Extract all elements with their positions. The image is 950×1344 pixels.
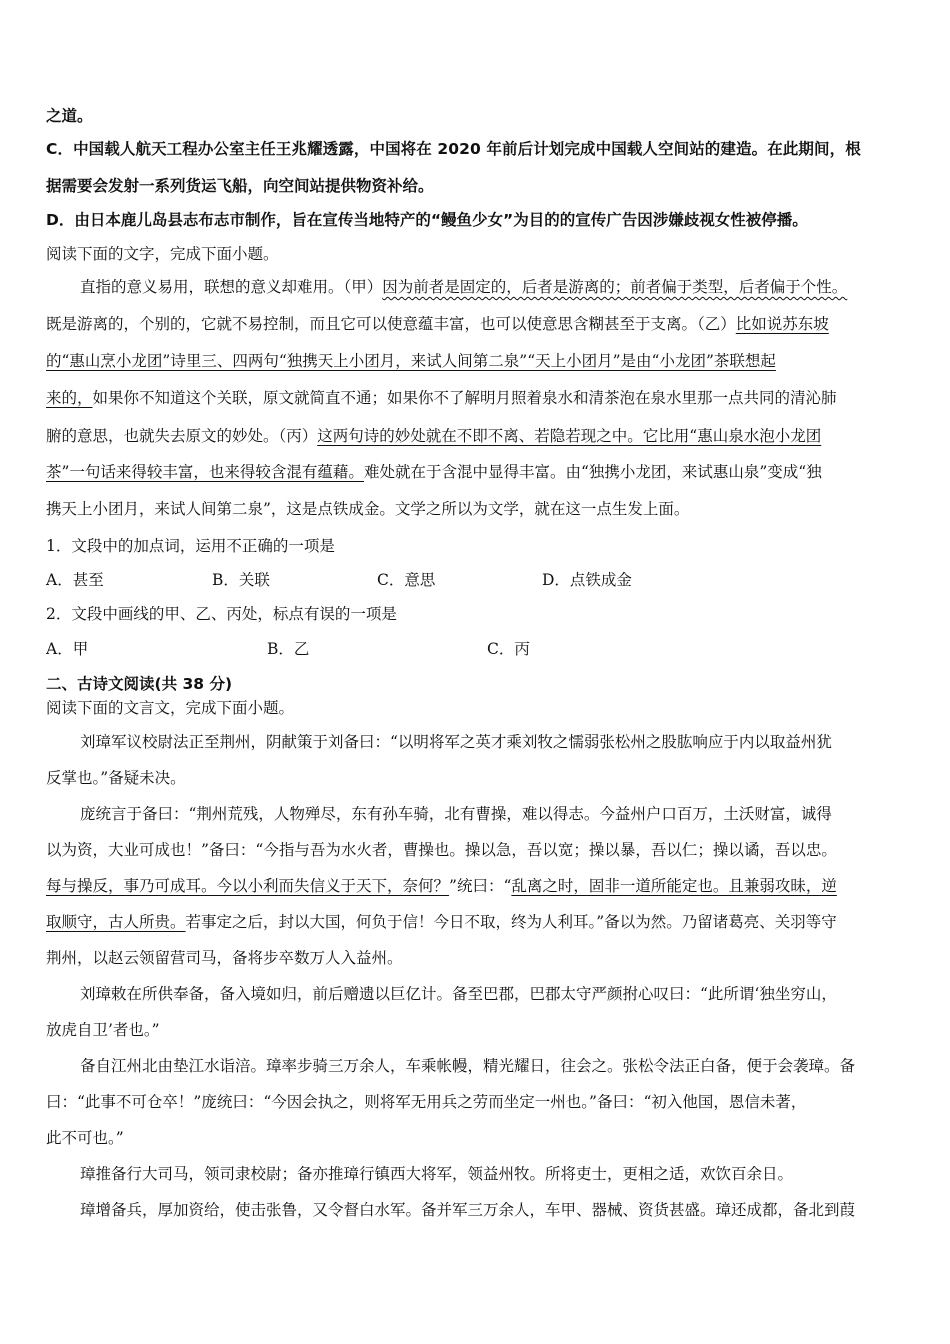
classical-line: 每与操反，事乃可成耳。今以小利而失信义于天下，奈何？”统曰：“乱离之时，固非一道所能定也。且兼弱攻昧，逆 [46,877,837,895]
q1-option-d[interactable]: D．点铁成金 [542,571,632,589]
text-line: 之道。 [46,107,93,125]
q1-option-b[interactable]: B．关联 [212,571,270,589]
classical-line: 璋推备行大司马，领司隶校尉；备亦推璋行镇西大将军，领益州牧。所将吏士，更相之适，欢饮百余日。 [80,1165,794,1183]
passage-line: 来的，如果你不知道这个关联，原文就简直不通；如果你不了解明月照着泉水和清茶泡在泉水里那一点共同的清沁肺 [46,389,837,407]
classical-line: 曰：“此事不可仓卒！”庞统曰：“今因会执之，则将军无用兵之劳而坐定一州也。”备曰：“初入他国，恩信未著， [46,1093,807,1111]
underlined-segment-yi: 比如说苏东坡 [735,315,829,333]
q2-option-a[interactable]: A．甲 [46,640,89,658]
passage-line: 直指的意义易用，联想的意义却难用。（甲）因为前者是固定的，后者是游离的；前者偏于类型，后者偏于个性。 [80,278,848,296]
option-d-line: D．由日本鹿儿岛县志布志市制作，旨在宣传当地特产的“鳗鱼少女”为目的的宣传广告因涉嫌歧视女性被停播。 [46,211,808,229]
q1-option-a[interactable]: A．甚至 [46,571,104,589]
q2-option-b[interactable]: B．乙 [267,640,310,658]
section-intro: 阅读下面的文言文，完成下面小题。 [46,699,295,717]
classical-line: 璋增备兵，厚加资给，使击张鲁，又令督白水军。备并军三万余人，车甲、器械、资货甚盛。璋还成都，备北到葭 [80,1201,856,1219]
question-2-stem: 2．文段中画线的甲、乙、丙处，标点有误的一项是 [46,605,397,623]
underlined-segment-jia: 因为前者是固定的，后者是游离的；前者偏于类型，后者偏于个性。 [382,278,848,296]
classical-line: 刘璋军议校尉法正至荆州，阴献策于刘备曰：“以明将军之英才乘刘牧之懦弱张松州之股肱响应于内以取益州犹 [80,733,832,751]
q1-option-c[interactable]: C．意思 [377,571,436,589]
classical-line: 刘璋敕在所供奉备，备入境如归，前后赠遗以巨亿计。备至巴郡，巴郡太守严颜拊心叹曰：“此所谓‘独坐穷山， [80,985,837,1003]
classical-line: 荆州，以赵云领留营司马，备将步卒数万人入益州。 [46,949,403,967]
question-1-stem: 1．文段中的加点词，运用不正确的一项是 [46,537,335,555]
passage-line: 携天上小团月，来试人间第二泉”，这是点铁成金。文学之所以为文学，就在这一点生发上面。 [46,500,690,518]
underlined-sentence: 乱离之时，固非一道所能定也。且兼弱攻昧，逆 [511,877,837,895]
classical-line: 反掌也。”备疑未决。 [46,769,186,787]
classical-line: 放虎自卫’者也。” [46,1021,160,1039]
q2-option-c[interactable]: C．丙 [487,640,530,658]
classical-line: 此不可也。” [46,1129,124,1147]
passage-line: 既是游离的，个别的，它就不易控制，而且它可以使意蕴丰富，也可以使意思含糊甚至于支离。（乙）比如说苏东坡 [46,315,829,333]
reading-intro: 阅读下面的文字，完成下面小题。 [46,245,279,263]
option-c-line-2: 据需要会发射一系列货运飞船，向空间站提供物资补给。 [46,177,434,195]
classical-line: 取顺守，古人所贵。若事定之后，封以大国，何负于信！今日不取，终为人利耳。”备以为然。乃留诸葛亮、关羽等守 [46,913,837,931]
classical-line: 庞统言于备曰：“荆州荒残，人物殚尽，东有孙车骑，北有曹操，难以得志。今益州户口百万，土沃财富，诚得 [80,805,832,823]
underlined-sentence: 每与操反，事乃可成耳。今以小利而失信义于天下，奈何？ [46,877,450,895]
passage-line: 茶”一句话来得较丰富，也来得较含混有蕴藉。难处就在于含混中显得丰富。由“独携小龙团，来试惠山泉”变成“独 [46,463,822,481]
underlined-segment-bing: 这两句诗的妙处就在不即不离、若隐若现之中。它比用“惠山泉水泡小龙团 [317,427,822,445]
classical-line: 以为资，大业可成也！”备曰：“今指与吾为水火者，曹操也。操以急，吾以宽；操以暴，吾以仁；操以谲，吾以忠。 [46,841,837,859]
passage-line: 的“惠山烹小龙团”诗里三、四两句“独携天上小团月，来试人间第二泉”“天上小团月”是由“小龙团”茶联想起 [46,352,776,370]
option-c-line-1: C．中国载人航天工程办公室主任王兆耀透露，中国将在 2020 年前后计划完成中国载人空间站的建造。在此期间，根 [46,140,861,158]
section-heading: 二、古诗文阅读(共 38 分) [46,675,233,693]
passage-line: 腑的意思，也就失去原文的妙处。（丙）这两句诗的妙处就在不即不离、若隐若现之中。它比用“惠山泉水泡小龙团 [46,427,822,445]
classical-line: 备自江州北由垫江水诣涪。璋率步骑三万余人，车乘帐幔，精光耀日，往会之。张松令法正白备，便于会袭璋。备 [80,1057,856,1075]
